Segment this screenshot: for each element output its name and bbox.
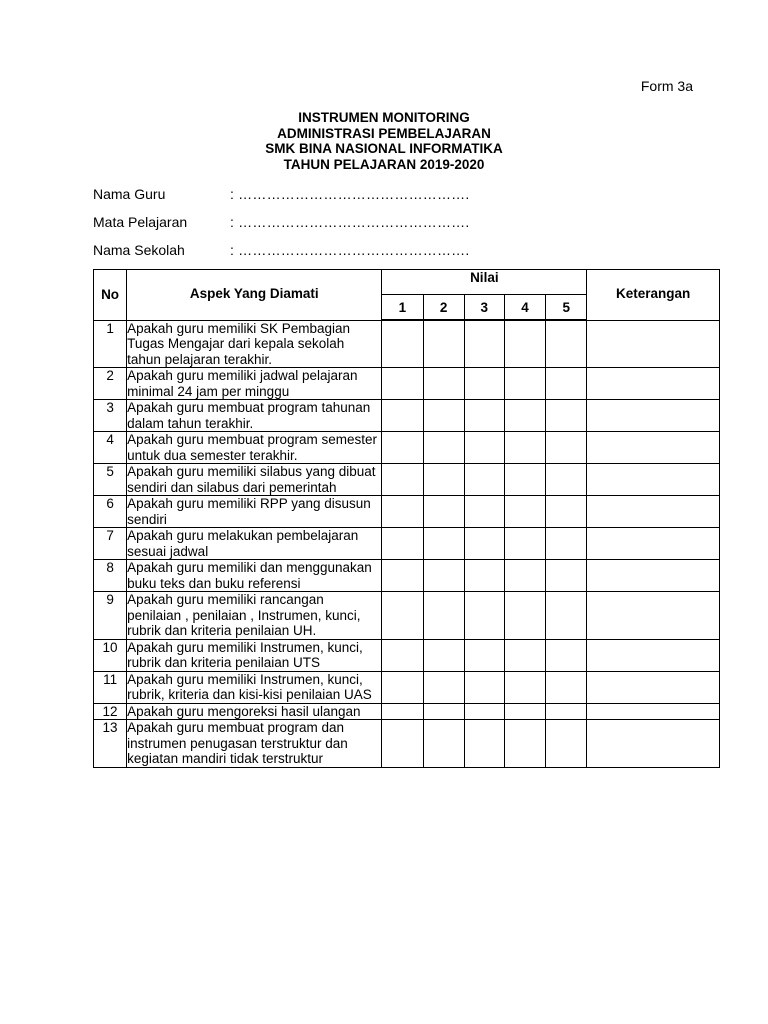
keterangan-cell[interactable] bbox=[587, 400, 720, 432]
keterangan-cell[interactable] bbox=[587, 320, 720, 368]
row-number: 10 bbox=[94, 639, 127, 671]
score-cell-3[interactable] bbox=[464, 720, 504, 768]
score-cell-2[interactable] bbox=[423, 592, 464, 640]
table-row bbox=[94, 496, 720, 528]
score-cell-5[interactable] bbox=[546, 720, 587, 768]
header-aspek: Aspek Yang Diamati bbox=[127, 270, 382, 321]
row-aspek: Apakah guru memiliki dan menggunakan buku teks dan buku referensi bbox=[127, 560, 382, 592]
table-row bbox=[94, 528, 720, 560]
score-cell-2[interactable] bbox=[423, 560, 464, 592]
table-row bbox=[94, 639, 720, 671]
score-cell-3[interactable] bbox=[464, 639, 504, 671]
score-cell-4[interactable] bbox=[504, 560, 545, 592]
keterangan-cell[interactable] bbox=[587, 560, 720, 592]
score-cell-1[interactable] bbox=[382, 432, 423, 464]
row-number: 13 bbox=[94, 720, 127, 768]
score-cell-5[interactable] bbox=[546, 464, 587, 496]
field-mata-pelajaran bbox=[93, 214, 469, 242]
table-row bbox=[94, 400, 720, 432]
table-row bbox=[94, 720, 720, 768]
score-cell-3[interactable] bbox=[464, 528, 504, 560]
identity-fields bbox=[93, 186, 469, 270]
row-aspek: Apakah guru memiliki jadwal pelajaran minimal 24 jam per minggu bbox=[127, 368, 382, 400]
table-row bbox=[94, 560, 720, 592]
title-line-4: TAHUN PELAJARAN 2019-2020 bbox=[283, 156, 485, 172]
keterangan-cell[interactable] bbox=[587, 528, 720, 560]
score-cell-2[interactable] bbox=[423, 496, 464, 528]
score-cell-3[interactable] bbox=[464, 368, 504, 400]
score-cell-2[interactable] bbox=[423, 320, 464, 368]
row-number: 1 bbox=[94, 320, 127, 368]
score-cell-2[interactable] bbox=[423, 432, 464, 464]
table-row bbox=[94, 671, 720, 703]
score-cell-4[interactable] bbox=[504, 320, 545, 368]
score-cell-3[interactable] bbox=[464, 432, 504, 464]
row-number: 6 bbox=[94, 496, 127, 528]
header-no: No bbox=[94, 270, 127, 321]
table-row bbox=[94, 592, 720, 640]
score-cell-2[interactable] bbox=[423, 400, 464, 432]
score-cell-3[interactable] bbox=[464, 496, 504, 528]
score-cell-4[interactable] bbox=[504, 400, 545, 432]
score-cell-4[interactable] bbox=[504, 496, 545, 528]
row-aspek: Apakah guru melakukan pembelajaran sesuai jadwal bbox=[127, 528, 382, 560]
score-cell-1[interactable] bbox=[382, 496, 423, 528]
score-cell-1[interactable] bbox=[382, 320, 423, 368]
score-cell-3[interactable] bbox=[464, 671, 504, 703]
row-number: 4 bbox=[94, 432, 127, 464]
score-cell-4[interactable] bbox=[504, 703, 545, 720]
score-cell-2[interactable] bbox=[423, 528, 464, 560]
keterangan-cell[interactable] bbox=[587, 703, 720, 720]
row-number: 12 bbox=[94, 703, 127, 720]
score-cell-2[interactable] bbox=[423, 464, 464, 496]
header-score-3: 3 bbox=[464, 295, 504, 321]
title-line-1: INSTRUMEN MONITORING bbox=[298, 110, 470, 125]
score-cell-4[interactable] bbox=[504, 464, 545, 496]
table-row bbox=[94, 464, 720, 496]
score-cell-1[interactable] bbox=[382, 671, 423, 703]
field-nama-guru bbox=[93, 186, 469, 214]
table-row bbox=[94, 703, 720, 720]
keterangan-cell[interactable] bbox=[587, 464, 720, 496]
field-value: : …………………………………………. bbox=[230, 242, 470, 258]
header-score-4: 4 bbox=[504, 295, 545, 321]
score-cell-3[interactable] bbox=[464, 592, 504, 640]
score-cell-2[interactable] bbox=[423, 671, 464, 703]
score-cell-3[interactable] bbox=[464, 703, 504, 720]
keterangan-cell[interactable] bbox=[587, 639, 720, 671]
score-cell-1[interactable] bbox=[382, 592, 423, 640]
score-cell-2[interactable] bbox=[423, 703, 464, 720]
row-aspek: Apakah guru memiliki silabus yang dibuat sendiri dan silabus dari pemerintah bbox=[127, 464, 382, 496]
field-label: Nama Guru bbox=[93, 186, 166, 202]
score-cell-5[interactable] bbox=[546, 400, 587, 432]
keterangan-cell[interactable] bbox=[587, 671, 720, 703]
score-cell-1[interactable] bbox=[382, 720, 423, 768]
score-cell-1[interactable] bbox=[382, 703, 423, 720]
table-row bbox=[94, 320, 720, 368]
score-cell-2[interactable] bbox=[423, 368, 464, 400]
table-row bbox=[94, 432, 720, 464]
row-number: 7 bbox=[94, 528, 127, 560]
title-line-3: SMK BINA NASIONAL INFORMATIKA bbox=[265, 141, 503, 156]
header-nilai: Nilai bbox=[382, 270, 587, 295]
row-aspek: Apakah guru mengoreksi hasil ulangan bbox=[127, 703, 382, 720]
row-aspek: Apakah guru memiliki SK Pembagian Tugas Mengajar dari kepala sekolah tahun pelajaran terakhir. bbox=[127, 320, 382, 368]
row-aspek: Apakah guru memiliki rancangan penilaian , penilaian , Instrumen, kunci, rubrik dan kriteria penilaian UH. bbox=[127, 592, 382, 640]
score-cell-5[interactable] bbox=[546, 432, 587, 464]
score-cell-5[interactable] bbox=[546, 560, 587, 592]
score-cell-5[interactable] bbox=[546, 703, 587, 720]
score-cell-4[interactable] bbox=[504, 639, 545, 671]
row-number: 8 bbox=[94, 560, 127, 592]
score-cell-3[interactable] bbox=[464, 560, 504, 592]
row-aspek: Apakah guru memiliki Instrumen, kunci, rubrik dan kriteria penilaian UTS bbox=[127, 639, 382, 671]
header-score-5: 5 bbox=[546, 295, 587, 321]
score-cell-4[interactable] bbox=[504, 432, 545, 464]
score-cell-5[interactable] bbox=[546, 368, 587, 400]
score-cell-1[interactable] bbox=[382, 639, 423, 671]
field-label: Nama Sekolah bbox=[93, 242, 185, 258]
title-line-2: ADMINISTRASI PEMBELAJARAN bbox=[277, 125, 491, 141]
score-cell-1[interactable] bbox=[382, 560, 423, 592]
table-row bbox=[94, 368, 720, 400]
keterangan-cell[interactable] bbox=[587, 592, 720, 640]
row-number: 11 bbox=[94, 671, 127, 703]
score-cell-1[interactable] bbox=[382, 464, 423, 496]
form-code: Form 3a bbox=[640, 78, 693, 94]
row-number: 5 bbox=[94, 464, 127, 496]
score-cell-4[interactable] bbox=[504, 528, 545, 560]
row-aspek: Apakah guru membuat program dan instrumen penugasan terstruktur dan kegiatan mandiri tidak terstruktur bbox=[127, 720, 382, 768]
document-title bbox=[0, 110, 768, 172]
score-cell-3[interactable] bbox=[464, 320, 504, 368]
score-cell-5[interactable] bbox=[546, 528, 587, 560]
header-score-1: 1 bbox=[382, 295, 423, 321]
header-score-2: 2 bbox=[423, 295, 464, 321]
score-cell-3[interactable] bbox=[464, 400, 504, 432]
score-cell-2[interactable] bbox=[423, 639, 464, 671]
score-cell-5[interactable] bbox=[546, 496, 587, 528]
keterangan-cell[interactable] bbox=[587, 720, 720, 768]
score-cell-1[interactable] bbox=[382, 400, 423, 432]
keterangan-cell[interactable] bbox=[587, 496, 720, 528]
row-number: 2 bbox=[94, 368, 127, 400]
field-value: : …………………………………………. bbox=[230, 186, 470, 202]
row-aspek: Apakah guru memiliki Instrumen, kunci, rubrik, kriteria dan kisi-kisi penilaian UAS bbox=[127, 671, 382, 703]
score-cell-2[interactable] bbox=[423, 720, 464, 768]
keterangan-cell[interactable] bbox=[587, 432, 720, 464]
field-nama-sekolah bbox=[93, 242, 469, 270]
score-cell-5[interactable] bbox=[546, 671, 587, 703]
keterangan-cell[interactable] bbox=[587, 368, 720, 400]
score-cell-5[interactable] bbox=[546, 592, 587, 640]
monitoring-table bbox=[93, 269, 720, 768]
field-value: : …………………………………………. bbox=[230, 214, 470, 230]
score-cell-4[interactable] bbox=[504, 368, 545, 400]
score-cell-1[interactable] bbox=[382, 368, 423, 400]
score-cell-1[interactable] bbox=[382, 528, 423, 560]
score-cell-5[interactable] bbox=[546, 639, 587, 671]
row-aspek: Apakah guru membuat program tahunan dalam tahun terakhir. bbox=[127, 400, 382, 432]
row-aspek: Apakah guru memiliki RPP yang disusun sendiri bbox=[127, 496, 382, 528]
header-keterangan: Keterangan bbox=[587, 270, 720, 321]
score-cell-5[interactable] bbox=[546, 320, 587, 368]
row-number: 9 bbox=[94, 592, 127, 640]
score-cell-3[interactable] bbox=[464, 464, 504, 496]
field-label: Mata Pelajaran bbox=[93, 214, 188, 230]
score-cell-4[interactable] bbox=[504, 720, 545, 768]
score-cell-4[interactable] bbox=[504, 671, 545, 703]
row-aspek: Apakah guru membuat program semester untuk dua semester terakhir. bbox=[127, 432, 382, 464]
row-number: 3 bbox=[94, 400, 127, 432]
score-cell-4[interactable] bbox=[504, 592, 545, 640]
